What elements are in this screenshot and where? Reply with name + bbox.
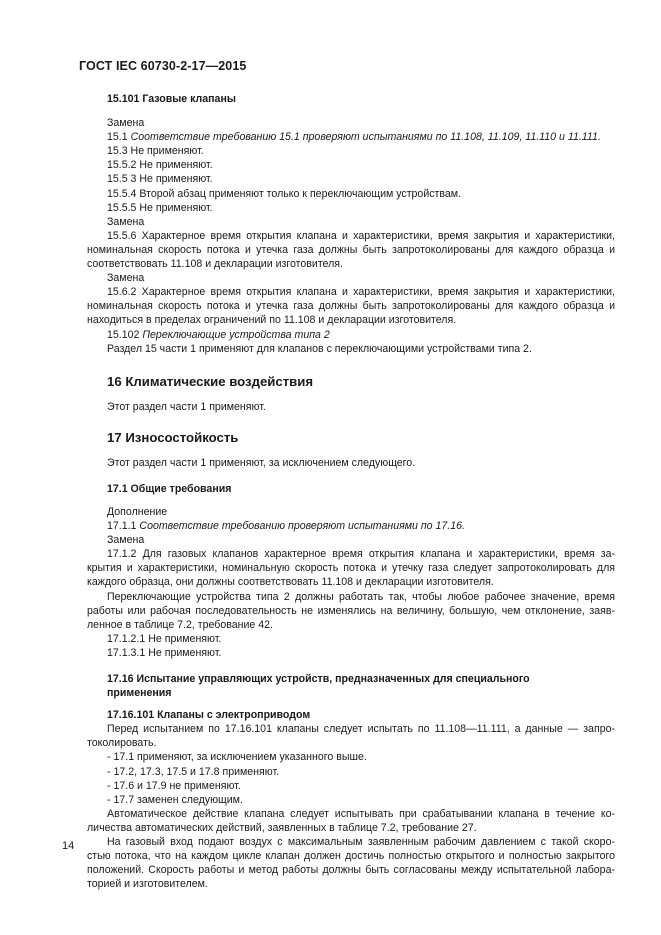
para-17-1-2-line: крытия и характеристики, номинальную скорость потока и утечку газа следует запротоколировать для: [87, 562, 615, 575]
para-17-1-2-line: каждого образца, они должны соответствовать 11.108 и декларации изготовителя.: [87, 576, 494, 589]
list-item: - 17.1 применяют, за исключением указанного выше.: [107, 751, 367, 764]
para-17-1-2-line: 17.1.2 Для газовых клапанов характерное время открытия клапана и характеристики, время за-: [107, 548, 615, 561]
para-15-102: [87, 328, 615, 342]
page-content: [87, 92, 615, 891]
para-before-line: Перед испытанием по 17.16.101 клапаны следует испытать по 11.108—11.111, а данные — запро-: [107, 723, 615, 736]
para-switch-line: Переключающие устройства типа 2 должны работать так, чтобы любое рабочее значение, время: [107, 590, 615, 603]
para-15-6-2-line: 15.6.2 Характерное время открытия клапана и характеристики, время закрытия и характеристики,: [107, 286, 615, 299]
para-15-1: [87, 130, 615, 144]
label-zamena: Замена: [107, 272, 145, 285]
para-15-5-5: 15.5.5 Не применяют.: [107, 201, 213, 214]
list-item: - 17.7 заменен следующим.: [107, 793, 243, 806]
label-zamena: Замена: [107, 534, 145, 547]
clause-number: 15.102: [107, 328, 140, 341]
para-17-1-2-1: 17.1.2.1 Не применяют.: [107, 632, 222, 645]
heading-17-16-line: 17.16 Испытание управляющих устройств, предназначенных для специального: [107, 673, 530, 685]
heading-17-16-101: 17.16.101 Клапаны с электроприводом: [107, 709, 311, 722]
para-15-6-2-line: номинальная скорость потока и утечка газа должны быть запротоколированы для каждого образца и: [87, 300, 615, 313]
para-17-1-1: [87, 519, 615, 533]
heading-17-1: 17.1 Общие требования: [107, 482, 232, 495]
heading-15-101: 15.101 Газовые клапаны: [107, 93, 236, 105]
para-switch-line: ленное в таблице 7.2, требование 42.: [87, 618, 273, 631]
page-number: 14: [62, 840, 75, 852]
para-15-5-6-line: номинальная скорость потока и утечка газа должны быть запротоколированы для каждого образца и: [87, 243, 615, 256]
para-auto-line: Автоматическое действие клапана следует испытывать при срабатывании клапана в течение ко-: [107, 807, 615, 820]
para-gas-line: положений. Скорость работы и метод работы должны быть согласованы между испытательной лабора-: [87, 864, 615, 877]
clause-number: 15.1: [107, 131, 128, 144]
heading-16: 16 Климатические воздействия: [107, 373, 314, 389]
para-15-3: 15.3 Не применяют.: [107, 145, 204, 158]
para-15-5-4: 15.5.4 Второй абзац применяют только к переключающим устройствам.: [107, 187, 462, 200]
label-dopolnenie: Дополнение: [107, 505, 168, 518]
para-15-102-body: Раздел 15 части 1 применяют для клапанов с переключающими устройствами типа 2.: [107, 342, 532, 355]
para-15-5-6-line: соответствовать 11.108 и декларации изготовителя.: [87, 258, 343, 271]
clause-text: Соответствие требованию проверяют испытаниями по 17.16.: [139, 520, 465, 533]
para-gas-line: На газовый вход подают воздух с максимальным заявленным рабочим давлением с такой скоро-: [107, 836, 615, 849]
para-gas-line: торией и изготовителем.: [87, 878, 208, 891]
heading-17: 17 Износостойкость: [107, 429, 239, 445]
para-17-1-3-1: 17.1.3.1 Не применяют.: [107, 646, 222, 659]
clause-number: 17.1.1: [107, 520, 137, 533]
para-gas-line: стью потока, что на каждом цикле клапан должен достичь полностью открытого и полностью закрытого: [87, 850, 615, 863]
list-item: - 17.6 и 17.9 не применяют.: [107, 779, 241, 792]
para-15-5-2: 15.5.2 Не применяют.: [107, 159, 213, 172]
para-16-body: Этот раздел части 1 применяют.: [107, 400, 266, 413]
list-item: - 17.2, 17.3, 17.5 и 17.8 применяют.: [107, 765, 280, 778]
heading-17-16-line: применения: [107, 687, 172, 700]
document-code-header: ГОСТ IEC 60730-2-17—2015: [79, 59, 247, 73]
heading-17-16: [87, 672, 615, 700]
para-17-body: Этот раздел части 1 применяют, за исключением следующего.: [107, 456, 416, 469]
para-15-6-2-line: находиться в пределах ограничений по 11.108 и декларации изготовителя.: [87, 314, 457, 327]
label-zamena: Замена: [107, 117, 145, 130]
para-switch-line: работы или рабочая последовательность не изменялись на величину, большую, чем отклонение, заяв-: [87, 604, 615, 617]
para-before-line: токолировать.: [87, 737, 157, 750]
label-zamena: Замена: [107, 215, 145, 228]
para-15-5-3: 15.5 3 Не применяют.: [107, 173, 213, 186]
para-15-5-6-line: 15.5.6 Характерное время открытия клапана и характеристики, время закрытия и характеристики,: [107, 229, 615, 242]
para-auto-line: личества автоматических действий, заявленных в таблице 7.2, требование 27.: [87, 821, 477, 834]
clause-title: Переключающие устройства типа 2: [142, 328, 330, 341]
clause-text: Соответствие требованию 15.1 проверяют испытаниями по 11.108, 11.109, 11.110 и 11.111.: [130, 131, 601, 144]
